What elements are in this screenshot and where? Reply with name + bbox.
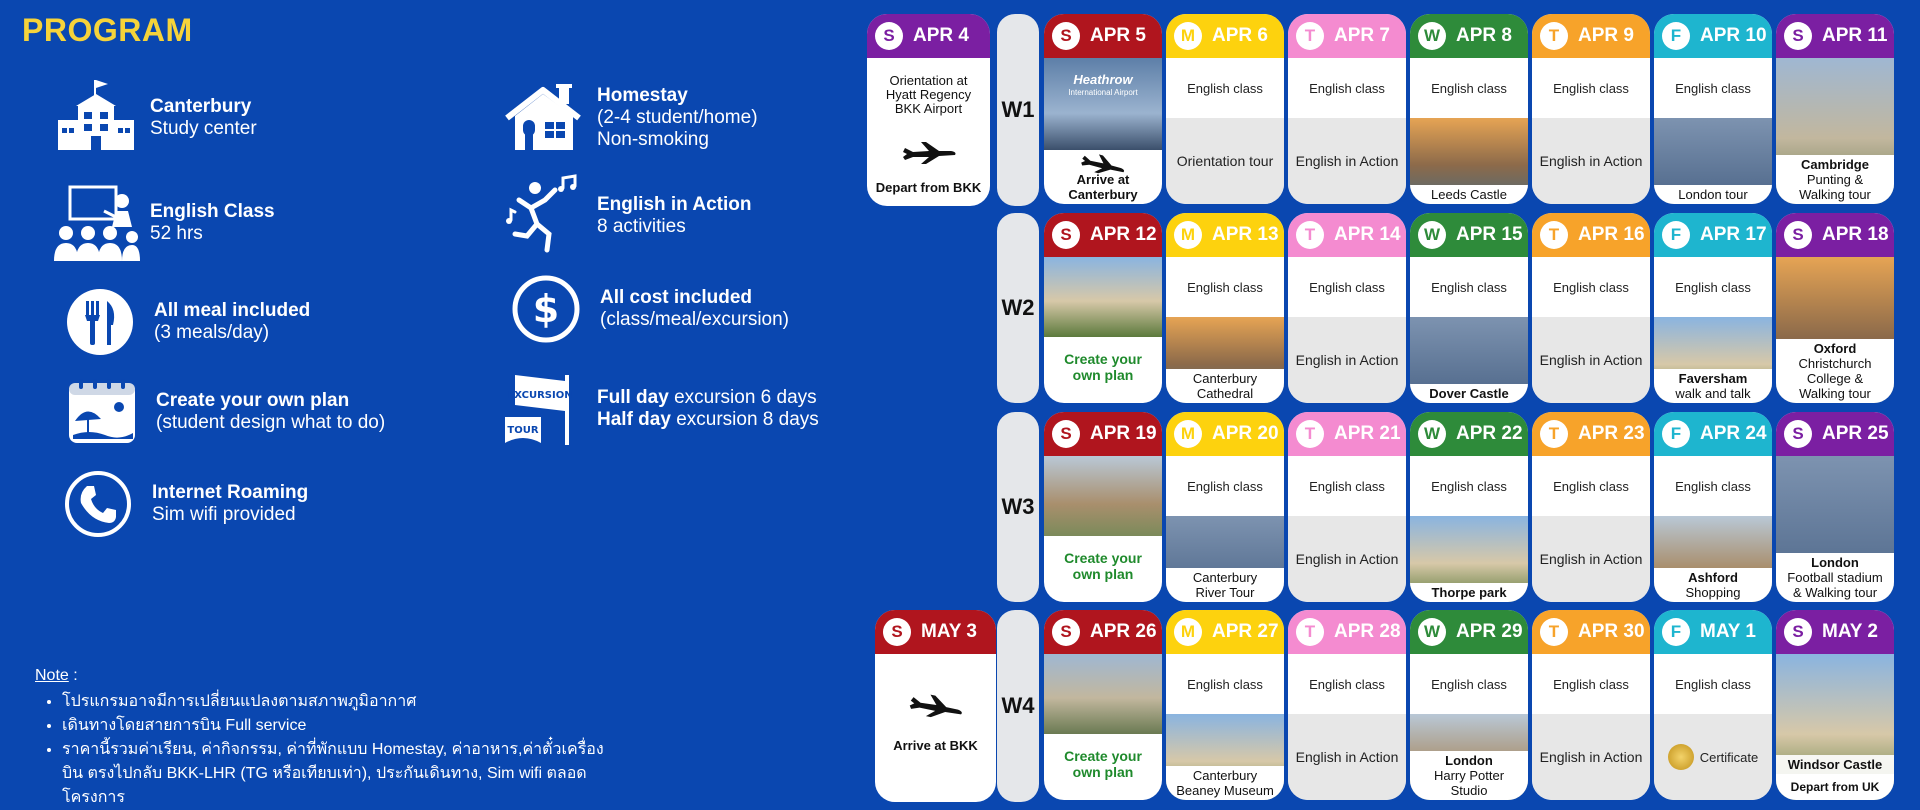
caption-text: walk and talk xyxy=(1675,386,1751,401)
activity-label: English in Action xyxy=(1532,118,1650,204)
day-badge: W xyxy=(1418,420,1446,448)
create-plan-label xyxy=(1044,550,1162,582)
feature-title: English in Action xyxy=(597,194,752,215)
beach-calendar-icon xyxy=(56,366,148,458)
day-card-apr9[interactable] xyxy=(1532,14,1650,204)
day-badge: S xyxy=(875,22,903,50)
feature-detail: (student design what to do) xyxy=(156,412,386,433)
feature-detail: Sim wifi provided xyxy=(152,504,296,525)
create-plan-line: own plan xyxy=(1072,367,1134,383)
day-badge: S xyxy=(1052,22,1080,50)
english-class-label: English class xyxy=(1410,257,1528,317)
day-badge: S xyxy=(1784,221,1812,249)
day-header xyxy=(875,610,996,654)
page-title: PROGRAM xyxy=(22,12,193,48)
day-header xyxy=(1654,610,1772,654)
day-badge: S xyxy=(1784,618,1812,646)
day-badge: S xyxy=(1052,221,1080,249)
day-caption: Leeds Castle xyxy=(1410,185,1528,204)
day-badge: W xyxy=(1418,22,1446,50)
feature-title: Half day xyxy=(597,409,671,430)
day-date: MAY 3 xyxy=(921,621,977,642)
day-card-apr19[interactable] xyxy=(1044,412,1162,602)
feature-roaming xyxy=(52,458,308,550)
day-date: APR 30 xyxy=(1578,621,1645,642)
english-class-label: English class xyxy=(1166,58,1284,118)
day-date: APR 4 xyxy=(913,25,969,46)
create-plan-line: Create your xyxy=(1064,748,1142,764)
svg-text:$: $ xyxy=(532,287,560,331)
day-date: APR 6 xyxy=(1212,25,1268,46)
day-header xyxy=(1776,412,1894,456)
day-date: APR 11 xyxy=(1822,25,1888,46)
note-item: • ราคานี้รวมค่าเรียน, ค่ากิจกรรม, ค่าที่พักแบบ Homestay, ค่าอาหาร,ค่าตั๋วเครื่องบิน ตรงไปกลับ BKK-LHR (TG หรือเทียบเท่า), ประกันเดินทาง, Sim wifi ตลอดโครงการ xyxy=(62,738,622,810)
day-card-apr14[interactable] xyxy=(1288,213,1406,403)
day-date: APR 24 xyxy=(1700,423,1767,444)
day-date: APR 18 xyxy=(1822,224,1889,245)
fork-knife-icon xyxy=(54,276,146,368)
day-date: APR 21 xyxy=(1334,423,1401,444)
day-date: APR 29 xyxy=(1456,621,1523,642)
day-card-apr6[interactable] xyxy=(1166,14,1284,204)
feature-title: Canterbury xyxy=(150,96,252,117)
day-badge: S xyxy=(1784,420,1812,448)
english-class-label: English class xyxy=(1532,456,1650,516)
english-class-label: English class xyxy=(1532,257,1650,317)
day-card-apr27[interactable] xyxy=(1166,610,1284,800)
day-badge: M xyxy=(1174,420,1202,448)
day-header xyxy=(1166,14,1284,58)
day-badge: M xyxy=(1174,221,1202,249)
day-header xyxy=(1776,14,1894,58)
day-card-apr30[interactable] xyxy=(1532,610,1650,800)
day-date: APR 17 xyxy=(1700,224,1767,245)
excursion-tour-text: TOUR xyxy=(507,425,539,436)
day-card-apr15[interactable] xyxy=(1410,213,1528,403)
feature-detail: Non-smoking xyxy=(597,129,709,150)
day-date: APR 28 xyxy=(1334,621,1401,642)
english-class-label: English class xyxy=(1166,257,1284,317)
feature-title: Create your own plan xyxy=(156,390,350,411)
day-card-apr17[interactable] xyxy=(1654,213,1772,403)
day-card-apr29[interactable] xyxy=(1410,610,1528,800)
day-date: APR 19 xyxy=(1090,423,1157,444)
day-badge: T xyxy=(1296,618,1324,646)
house-icon xyxy=(497,72,589,164)
note-item: • โปรแกรมอาจมีการเปลี่ยนแปลงตามสภาพภูมิอากาศ xyxy=(62,690,622,714)
day-date: APR 20 xyxy=(1212,423,1279,444)
day-caption: London tour xyxy=(1654,185,1772,204)
caption-bold: Oxford xyxy=(1813,341,1857,356)
airplane-icon xyxy=(875,694,996,725)
activity-label: English in Action xyxy=(1532,714,1650,800)
english-class-label: English class xyxy=(1654,456,1772,516)
week-label-w1: W1 xyxy=(997,14,1039,206)
caption-bold: London xyxy=(1445,753,1493,768)
day-header xyxy=(1288,610,1406,654)
note-item: • เดินทางโดยสายการบิน Full service xyxy=(62,714,622,738)
day-caption xyxy=(1654,369,1772,403)
orientation-text: Hyatt Regency xyxy=(885,87,972,102)
feature-english-action xyxy=(497,170,751,262)
depart-row xyxy=(1776,774,1894,800)
dancing-person-icon xyxy=(497,170,589,262)
day-photo xyxy=(1044,257,1162,337)
english-class-label: English class xyxy=(1288,456,1406,516)
day-date: APR 13 xyxy=(1212,224,1279,245)
feature-meal xyxy=(54,276,310,368)
day-card-may2[interactable] xyxy=(1776,610,1894,800)
caption-bold: Cambridge xyxy=(1801,157,1869,172)
english-class-label: English class xyxy=(1410,58,1528,118)
day-header xyxy=(1654,14,1772,58)
day-header xyxy=(1410,412,1528,456)
day-header xyxy=(1044,412,1162,456)
activity-label: English in Action xyxy=(1288,516,1406,602)
airport-sign: Heathrow xyxy=(1073,72,1133,87)
day-card-apr22[interactable] xyxy=(1410,412,1528,602)
day-header xyxy=(1654,213,1772,257)
day-card-may3[interactable] xyxy=(875,610,996,802)
feature-detail: Study center xyxy=(150,118,257,139)
day-date: APR 9 xyxy=(1578,25,1634,46)
day-badge: M xyxy=(1174,22,1202,50)
day-card-apr28[interactable] xyxy=(1288,610,1406,800)
caption-bold: Dover Castle xyxy=(1429,386,1509,401)
depart-text: Depart from UK xyxy=(1790,780,1880,794)
english-class-label: English class xyxy=(1654,257,1772,317)
orientation-text: Orientation at xyxy=(889,73,968,88)
create-plan-line: Create your xyxy=(1064,351,1142,367)
activity-label: English in Action xyxy=(1532,516,1650,602)
english-class-label: English class xyxy=(1288,654,1406,714)
caption-text: Harry Potter Studio xyxy=(1433,768,1505,798)
day-date: APR 26 xyxy=(1090,621,1157,642)
day-card-apr21[interactable] xyxy=(1288,412,1406,602)
feature-detail: (3 meals/day) xyxy=(154,322,270,343)
day-caption xyxy=(1776,553,1894,602)
day-card-apr25[interactable] xyxy=(1776,412,1894,602)
day-header xyxy=(1166,213,1284,257)
airport-sign-sub: International Airport xyxy=(1068,88,1138,97)
day-date: APR 14 xyxy=(1334,224,1401,245)
day-header xyxy=(1288,412,1406,456)
caption-text: Punting & Walking tour xyxy=(1799,172,1871,202)
caption-bold: Ashford xyxy=(1688,570,1738,585)
feature-title: Internet Roaming xyxy=(152,482,309,503)
caption-bold: Faversham xyxy=(1678,371,1748,386)
day-badge: T xyxy=(1296,420,1324,448)
week-label-w2: W2 xyxy=(997,213,1039,403)
day-header xyxy=(1776,610,1894,654)
note-colon: : xyxy=(68,667,78,684)
day-header xyxy=(1654,412,1772,456)
day-badge: M xyxy=(1174,618,1202,646)
caption-text: Christchurch College & Walking tour xyxy=(1798,356,1872,401)
day-date: APR 25 xyxy=(1822,423,1889,444)
day-card-apr12[interactable] xyxy=(1044,213,1162,403)
feature-excursion xyxy=(497,363,819,455)
feature-detail: (2-4 student/home) xyxy=(597,107,758,128)
orientation-text: BKK Airport xyxy=(894,101,963,116)
day-photo xyxy=(1044,654,1162,734)
feature-detail: 8 activities xyxy=(597,216,686,237)
english-class-label: English class xyxy=(1166,456,1284,516)
day-photo xyxy=(1044,456,1162,536)
week-label-w4: W4 xyxy=(997,610,1039,802)
day-header xyxy=(1166,412,1284,456)
day-badge: T xyxy=(1540,420,1568,448)
day-badge: T xyxy=(1296,221,1324,249)
create-plan-line: own plan xyxy=(1072,764,1134,780)
create-plan-line: own plan xyxy=(1072,566,1134,582)
activity-label: English in Action xyxy=(1288,317,1406,403)
day-date: APR 12 xyxy=(1090,224,1157,245)
day-header xyxy=(1410,610,1528,654)
day-header xyxy=(867,14,990,58)
feature-detail: 52 hrs xyxy=(150,223,203,244)
dollar-icon xyxy=(500,263,592,355)
day-card-apr4[interactable] xyxy=(867,14,990,206)
note-title: Note xyxy=(35,667,69,684)
day-card-apr7[interactable] xyxy=(1288,14,1406,204)
day-header xyxy=(1532,412,1650,456)
day-header xyxy=(1288,213,1406,257)
day-header xyxy=(1044,14,1162,58)
day-header xyxy=(1532,213,1650,257)
day-header xyxy=(1166,610,1284,654)
caption-text: Football stadium & Walking tour xyxy=(1787,570,1883,600)
day-date: APR 22 xyxy=(1456,423,1523,444)
airplane-icon xyxy=(867,140,990,171)
day-badge: T xyxy=(1540,22,1568,50)
day-badge: W xyxy=(1418,618,1446,646)
day-card-apr10[interactable] xyxy=(1654,14,1772,204)
caption-bold: Thorpe park xyxy=(1431,585,1507,600)
day-badge: F xyxy=(1662,22,1690,50)
day-header xyxy=(1532,14,1650,58)
day-caption xyxy=(1776,755,1894,774)
day-date: MAY 1 xyxy=(1700,621,1756,642)
excursion-flag-icon xyxy=(497,363,589,455)
feature-title: Homestay xyxy=(597,85,688,106)
create-plan-label xyxy=(1044,351,1162,383)
day-badge: T xyxy=(1540,221,1568,249)
feature-cost xyxy=(500,263,789,355)
day-badge: W xyxy=(1418,221,1446,249)
day-card-apr24[interactable] xyxy=(1654,412,1772,602)
feature-own-plan xyxy=(56,366,385,458)
feature-title: All meal included xyxy=(154,300,311,321)
phone-icon xyxy=(52,458,144,550)
english-class-label: English class xyxy=(1410,456,1528,516)
day-date: APR 16 xyxy=(1578,224,1645,245)
feature-title: English Class xyxy=(150,201,275,222)
day-badge: S xyxy=(1052,618,1080,646)
day-card-apr20[interactable] xyxy=(1166,412,1284,602)
day-card-may1[interactable] xyxy=(1654,610,1772,800)
day-header xyxy=(1410,213,1528,257)
day-caption: Arrive at Canterbury xyxy=(1068,172,1138,202)
medal-icon xyxy=(1668,744,1694,770)
feature-detail: (class/meal/excursion) xyxy=(600,309,789,330)
day-date: APR 8 xyxy=(1456,25,1512,46)
english-class-label: English class xyxy=(1532,654,1650,714)
note-section xyxy=(35,664,622,810)
day-caption xyxy=(1776,155,1894,204)
day-caption: Canterbury Cathedral xyxy=(1166,369,1284,403)
day-date: MAY 2 xyxy=(1822,621,1878,642)
depart-text: Depart from BKK xyxy=(875,180,982,195)
day-badge: S xyxy=(1784,22,1812,50)
school-building-icon xyxy=(50,72,142,164)
certificate-label: Certificate xyxy=(1699,749,1759,765)
feature-detail: excursion 8 days xyxy=(670,409,819,430)
day-date: APR 7 xyxy=(1334,25,1390,46)
day-header xyxy=(1044,610,1162,654)
week-label-w3: W3 xyxy=(997,412,1039,602)
day-header xyxy=(1532,610,1650,654)
day-badge: S xyxy=(1052,420,1080,448)
day-card-apr13[interactable] xyxy=(1166,213,1284,403)
day-header xyxy=(1044,213,1162,257)
day-date: APR 27 xyxy=(1212,621,1279,642)
feature-title: Full day xyxy=(597,387,669,408)
day-card-apr23[interactable] xyxy=(1532,412,1650,602)
create-plan-line: Create your xyxy=(1064,550,1142,566)
feature-canterbury xyxy=(50,72,257,164)
day-card-apr11[interactable] xyxy=(1776,14,1894,204)
day-date: APR 23 xyxy=(1578,423,1645,444)
day-date: APR 10 xyxy=(1700,25,1767,46)
caption-bold: London xyxy=(1811,555,1859,570)
english-class-label: English class xyxy=(1532,58,1650,118)
english-class-label: English class xyxy=(1654,654,1772,714)
activity-label: Orientation tour xyxy=(1166,118,1284,204)
day-header xyxy=(1776,213,1894,257)
day-card-apr18[interactable] xyxy=(1776,213,1894,403)
day-date: APR 15 xyxy=(1456,224,1523,245)
day-badge: F xyxy=(1662,420,1690,448)
day-card-apr5[interactable] xyxy=(1044,14,1162,204)
day-badge: S xyxy=(883,618,911,646)
activity-label: English in Action xyxy=(1288,714,1406,800)
day-badge: F xyxy=(1662,618,1690,646)
feature-english-class xyxy=(50,177,275,269)
create-plan-label xyxy=(1044,748,1162,780)
feature-homestay xyxy=(497,72,758,164)
english-class-label: English class xyxy=(1410,654,1528,714)
arrive-text: Arrive at BKK xyxy=(893,738,978,753)
caption-bold: Windsor Castle xyxy=(1787,757,1883,772)
day-caption xyxy=(1776,339,1894,403)
feature-detail: excursion 6 days xyxy=(668,387,817,408)
certificate-row xyxy=(1654,714,1772,800)
day-header xyxy=(1410,14,1528,58)
day-badge: T xyxy=(1296,22,1324,50)
english-class-label: English class xyxy=(1654,58,1772,118)
excursion-flag-text: EXCURSION xyxy=(507,390,573,401)
day-badge: T xyxy=(1540,618,1568,646)
day-caption xyxy=(1410,751,1528,800)
day-date: APR 5 xyxy=(1090,25,1146,46)
day-caption xyxy=(1410,583,1528,602)
day-header xyxy=(1288,14,1406,58)
teacher-class-icon xyxy=(50,177,142,269)
day-caption: Canterbury River Tour xyxy=(1166,568,1284,602)
english-class-label: English class xyxy=(1288,58,1406,118)
caption-text: Shopping xyxy=(1685,585,1741,600)
day-caption xyxy=(1410,384,1528,403)
english-class-label: English class xyxy=(1166,654,1284,714)
day-card-apr16[interactable] xyxy=(1532,213,1650,403)
day-caption xyxy=(1654,568,1772,602)
activity-label: English in Action xyxy=(1288,118,1406,204)
english-class-label: English class xyxy=(1288,257,1406,317)
day-card-apr26[interactable] xyxy=(1044,610,1162,800)
feature-title: All cost included xyxy=(600,287,753,308)
day-card-apr8[interactable] xyxy=(1410,14,1528,204)
day-caption: Canterbury Beaney Museum xyxy=(1166,766,1284,800)
day-badge: F xyxy=(1662,221,1690,249)
activity-label: English in Action xyxy=(1532,317,1650,403)
